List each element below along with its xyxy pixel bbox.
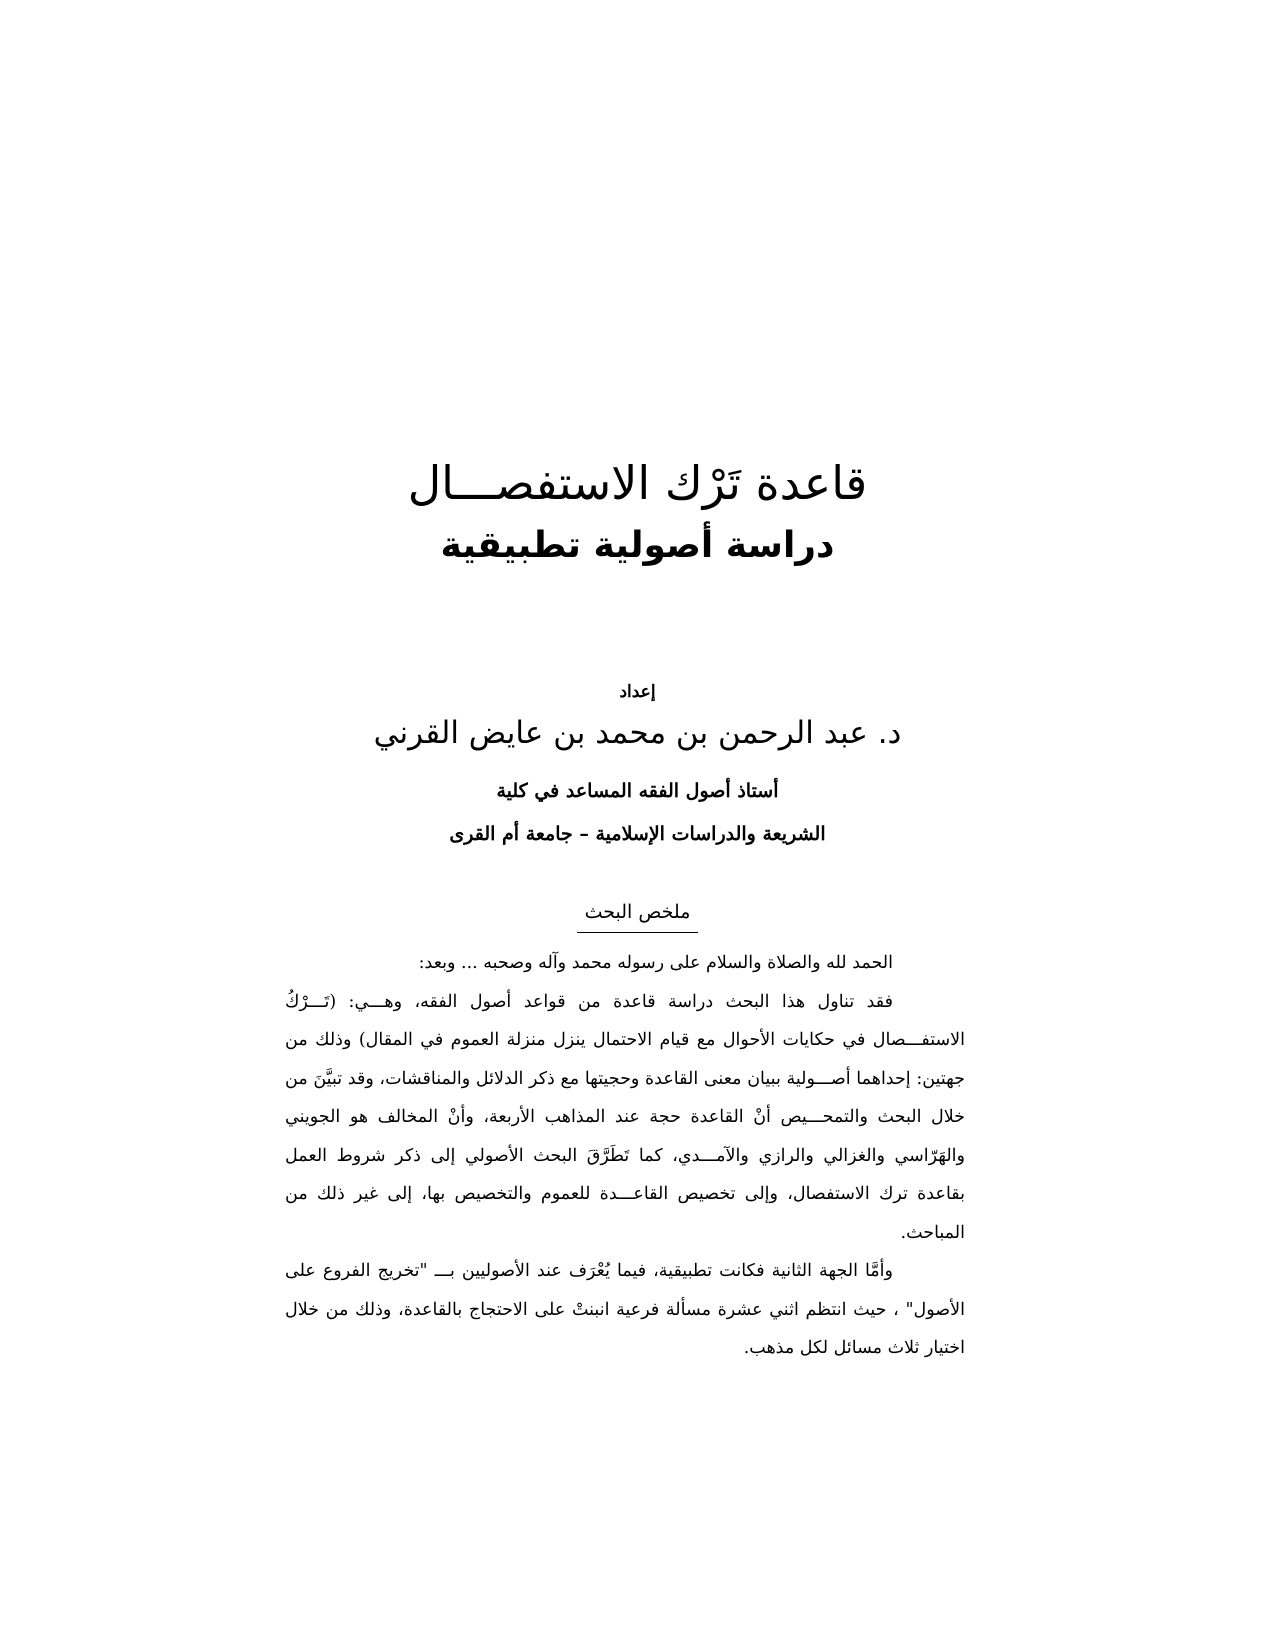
author-affiliation-line-2: الشريعة والدراسات الإسلامية – جامعة أم القرى — [449, 823, 826, 845]
abstract-paragraph: فقد تناول هذا البحث دراسة قاعدة من قواعد أصول الفقه، وهـــي: (تَـــرْكُ الاستفـــصال في حكايات الأحوال مع قيام الاحتمال ينزل منزلة العموم في المقال) وذلك من جهتين: إحداهما أصـــولية ببيان معنى القاعدة وحجيتها مع ذكر الدلائل والمناقشات، وقد تبيَّنَ من خلال البحث والتمحـــيص أنْ القاعدة حجة عند المذاهب الأربعة، وأنْ المخالف هو الجويني والهَرّاسي والغزالي والرازي والآمـــدي، كما تَطَرَّقَ البحث الأصولي إلى ذكر شروط العمل بقاعدة ترك الاستفصال، وإلى تخصيص القاعـــدة للعموم والتخصيص بها، إلى غير ذلك من المباحث. — [285, 991, 965, 1243]
abstract-heading — [0, 898, 1275, 933]
abstract-heading-text: ملخص البحث — [577, 898, 699, 933]
document-subtitle: دراسة أصولية تطبيقية — [440, 525, 835, 566]
author-affiliation-line-1: أستاذ أصول الفقه المساعد في كلية — [496, 780, 779, 802]
abstract-paragraph: الحمد لله والصلاة والسلام على رسوله محمد وآله وصحبه ... وبعد: — [418, 953, 893, 973]
author-name: د. عبد الرحمن بن محمد بن عايض القرني — [373, 715, 902, 751]
abstract-body — [285, 944, 965, 1368]
abstract-paragraph: وأمَّا الجهة الثانية فكانت تطبيقية، فيما يُعْرَف عند الأصوليين بـــ "تخريج الفروع على الأصول" ، حيث انتظم اثني عشرة مسألة فرعية انبنتْ على الاحتجاج بالقاعدة، وذلك من خلال اختيار ثلاث مسائل لكل مذهب. — [285, 1261, 965, 1358]
document-title: قاعدة تَرْك الاستفصـــال — [407, 456, 868, 510]
prepared-by-label: إعداد — [619, 682, 656, 702]
